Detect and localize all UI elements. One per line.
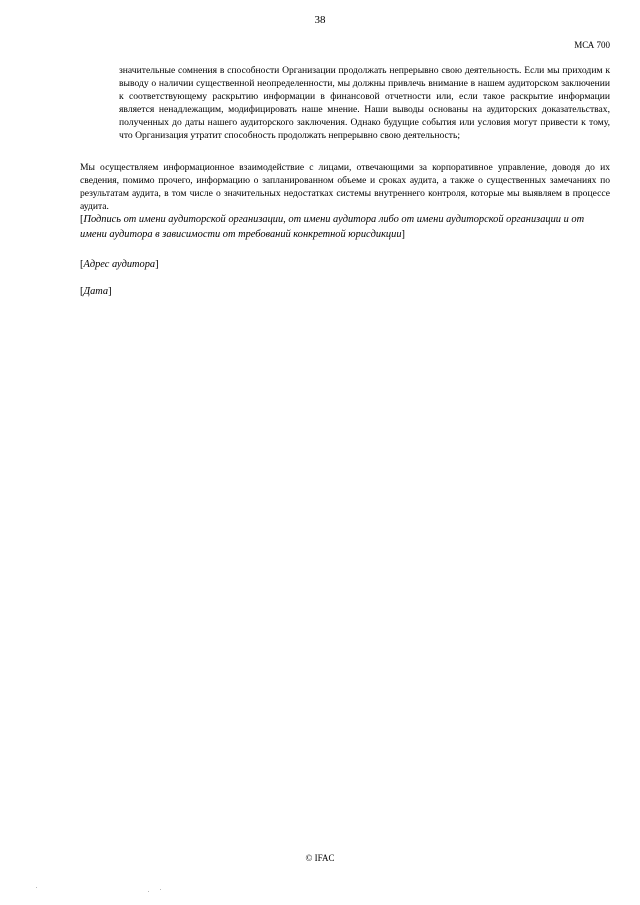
bracket-open: [ — [80, 259, 84, 270]
page-number: 38 — [314, 14, 326, 26]
bracket-open: [ — [80, 214, 84, 225]
signature-placeholder — [80, 212, 600, 242]
copyright-footer: © IFAC — [305, 853, 335, 863]
scan-artifact — [36, 887, 37, 888]
scan-artifact — [160, 889, 161, 890]
auditor-address-placeholder — [80, 259, 159, 270]
signature-text: Подпись от имени аудиторской организации, от имени аудитора либо от имени аудиторской организации и от имени аудитора в зависимости от требований конкретной юрисдикции — [80, 214, 585, 240]
date-text: Дата — [83, 286, 109, 297]
date-placeholder — [80, 286, 112, 297]
going-concern-paragraph: значительные сомнения в способности Организации продолжать непрерывно свою деятельность. Если мы приходим к выводу о наличии существенной неопределенности, мы должны привлечь внимание в нашем аудиторском заключении к соответствующему раскрытию информации в финансовой отчетности или, если такое раскрытие информации является ненадлежащим, модифицировать наше мнение. Наши выводы основаны на аудиторских доказательствах, полученных до даты нашего аудиторского заключения. Однако будущие события или условия могут привести к тому, что Организация утратит способность продолжать непрерывно свою деятельность; — [119, 65, 610, 141]
scan-artifact — [148, 891, 149, 892]
address-text: Адрес аудитора — [83, 259, 156, 270]
bracket-open: [ — [80, 286, 84, 297]
bracket-close: ] — [401, 229, 405, 240]
bracket-close: ] — [155, 259, 159, 270]
standard-reference: МСА 700 — [574, 40, 610, 50]
governance-communication-paragraph: Мы осуществляем информационное взаимодействие с лицами, отвечающими за корпоративное управление, доводя до их сведения, помимо прочего, информацию о запланированном объеме и сроках аудита, а также о существенных замечаниях по результатам аудита, в том числе о значительных недостатках системы внутреннего контроля, которые мы выявляем в процессе аудита. — [80, 162, 610, 212]
bracket-close: ] — [108, 286, 112, 297]
